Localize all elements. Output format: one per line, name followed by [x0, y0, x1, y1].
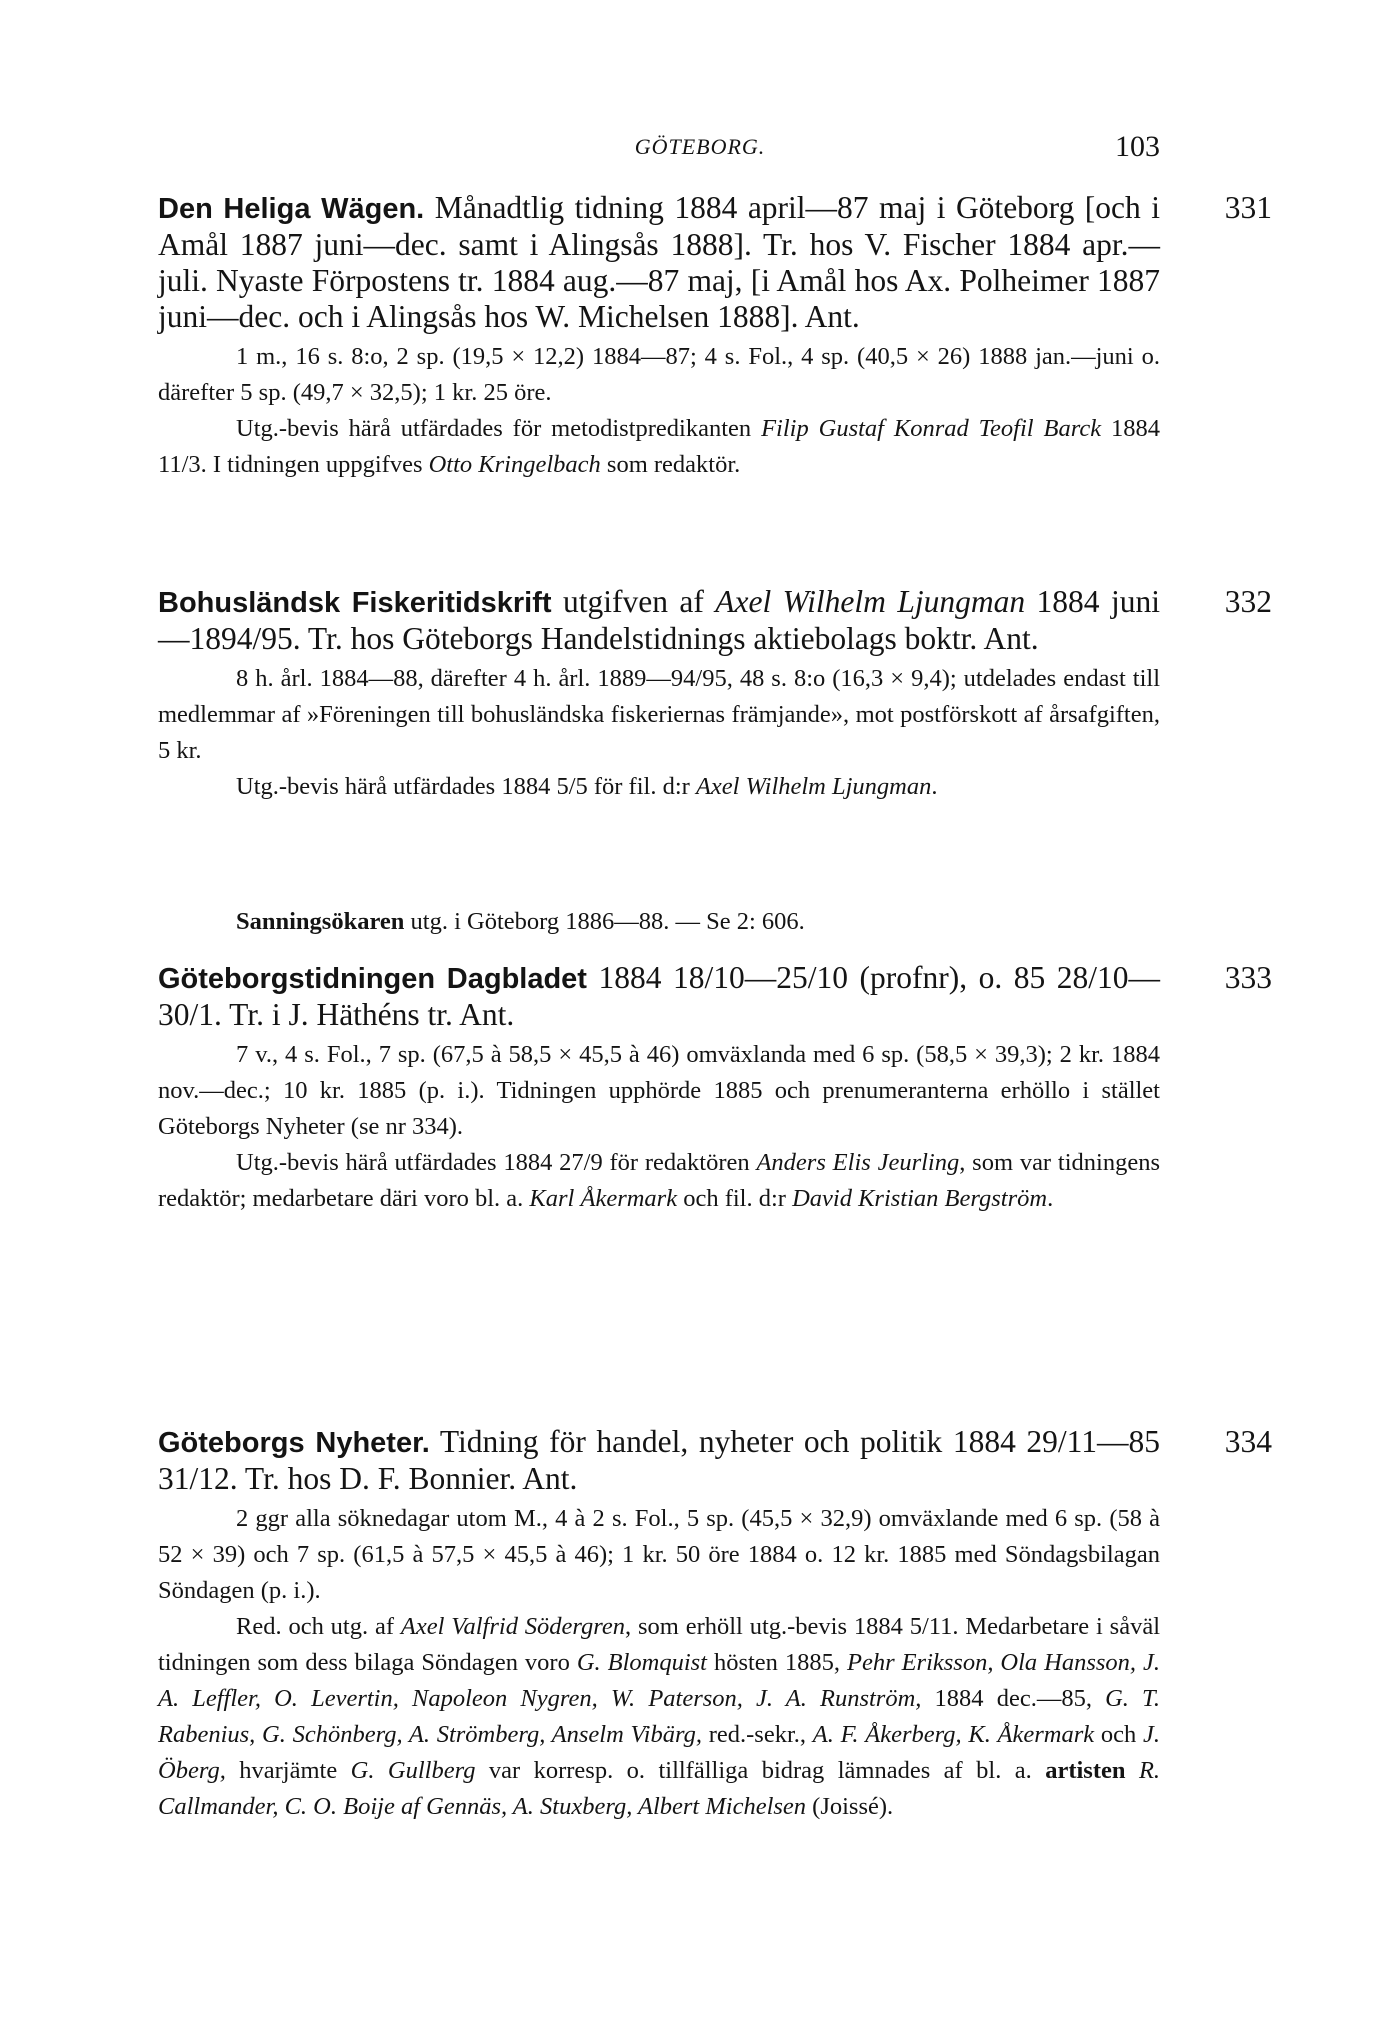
entry-details: 7 v., 4 s. Fol., 7 sp. (67,5 à 58,5 × 45,5 à 46) omväxlanda med 6 sp. (58,5 × 39,3); 2 kr. 1884 nov.—dec.; 10 kr. 1885 (p. i.). Tidningen upphörde 1885 och prenumeranterna erhöllo i stället Göteborgs Nyheter (se nr 334). [158, 1041, 1160, 1140]
entry-note [158, 411, 1160, 483]
note-person: Anders Elis Jeurling [756, 1149, 960, 1176]
entry-title: Den Heliga Wägen. [158, 193, 425, 225]
entry-lead [158, 190, 1160, 335]
entry-331 [158, 190, 1272, 483]
entry-lead [158, 584, 1160, 657]
entry-details: 1 m., 16 s. 8:o, 2 sp. (19,5 × 12,2) 1884—87; 4 s. Fol., 4 sp. (40,5 × 26) 1888 jan.—juni o. därefter 5 sp. (49,7 × 32,5); 1 kr. 25 öre. [158, 343, 1160, 406]
note-text: , som erhöll utg.-bevis 1884 5/11. Medarbetare i såväl tidningen som dess bilaga Söndagen voro [158, 1613, 1160, 1676]
page-number: 103 [1115, 130, 1160, 163]
entry-title: Göteborgs Nyheter. [158, 1427, 430, 1459]
note-person: G. Gullberg [350, 1757, 476, 1784]
entry-332 [158, 584, 1272, 805]
note-person: R. Callmander, C. O. Boije af Gennäs, A. Stuxberg, Albert Michelsen [158, 1757, 1161, 1820]
entry-number: 333 [1224, 960, 1272, 995]
cross-reference [158, 904, 1160, 940]
note-person: Axel Valfrid Södergren [400, 1613, 626, 1640]
note-person: David Kristian Bergström [792, 1185, 1048, 1212]
note-text: och fil. d:r [677, 1185, 793, 1212]
note-person: J. Öberg, [158, 1721, 1160, 1784]
note-text: red.-sekr., [701, 1721, 813, 1748]
note-person: Axel Wilhelm Ljungman [695, 773, 932, 800]
note-text: Red. och utg. af [236, 1613, 401, 1640]
entry-body: Månadtlig tidning 1884 april—87 maj i Göteborg [och i Amål 1887 juni—dec. samt i Alingsås 1888]. Tr. hos V. Fischer 1884 apr.—juli. Nyaste Förpostens tr. 1884 aug.—87 maj, [i Amål hos Ax. Polheimer 1887 juni—dec. och i Alingsås hos W. Michelsen 1888]. Ant. [158, 190, 1160, 334]
note-person: Pehr Eriksson, Ola Hansson, J. A. Leffler, O. Levertin, Napoleon Nygren, W. Paterson, J. A. Runström, [158, 1649, 1161, 1712]
note-text: 1884 dec.—85, [921, 1685, 1106, 1712]
entry-title: Göteborgstidningen Dagbladet [158, 963, 587, 995]
xref-line [158, 904, 1160, 940]
entry-editor: Axel Wilhelm Ljungman [715, 584, 1026, 619]
note-text: artisten [1045, 1757, 1126, 1784]
entry-note [158, 1145, 1160, 1217]
note-text: som redaktör. [600, 451, 741, 478]
note-text: och [1094, 1721, 1143, 1748]
xref-title: Sanningsökaren [236, 908, 405, 935]
entry-lead [158, 1424, 1160, 1497]
note-text: Utg.-bevis härå utfärdades 1884 5/5 för fil. d:r [236, 773, 696, 800]
note-text: Utg.-bevis härå utfärdades för metodistpredikanten [236, 415, 762, 442]
xref-text: utg. i Göteborg 1886—88. — Se 2: 606. [404, 908, 805, 935]
entry-lead [158, 960, 1160, 1033]
note-person: Filip Gustaf Konrad Teofil Barck [761, 415, 1102, 442]
entry-body: 1884 18/10—25/10 (profnr), o. 85 28/10—30/1. Tr. i J. Häthéns tr. Ant. [158, 960, 1160, 1032]
entry-number: 331 [1224, 190, 1272, 225]
entry-334 [158, 1424, 1272, 1825]
entry-note [158, 769, 1160, 805]
entry-number: 332 [1224, 584, 1272, 619]
note-text: . [931, 773, 938, 800]
running-head: GÖTEBORG. [634, 134, 766, 159]
note-text: 1884 11/3. I tidningen uppgifves [158, 415, 1160, 478]
entry-note [158, 1609, 1160, 1825]
note-text [1126, 1757, 1139, 1784]
note-text: hösten 1885, [706, 1649, 847, 1676]
entry-number: 334 [1224, 1424, 1272, 1459]
entry-title: Bohusländsk Fiskeritidskrift [158, 587, 552, 619]
entry-body: Tidning för handel, nyheter och politik 1884 29/11—85 31/12. Tr. hos D. F. Bonnier. Ant. [158, 1424, 1160, 1496]
note-person: Otto Kringelbach [428, 451, 601, 478]
entry-details: 2 ggr alla söknedagar utom M., 4 à 2 s. Fol., 5 sp. (45,5 × 32,9) omväxlande med 6 sp. (58 à 52 × 39) och 7 sp. (61,5 à 57,5 × 45,5 à 46); 1 kr. 50 öre 1884 o. 12 kr. 1885 med Söndagsbilagan Söndagen (p. i.). [158, 1505, 1160, 1604]
note-person: G. Blomquist [576, 1649, 707, 1676]
note-text: Utg.-bevis härå utfärdades 1884 27/9 för redaktören [236, 1149, 757, 1176]
note-text: var korresp. o. tillfälliga bidrag lämnades af bl. a. [475, 1757, 1046, 1784]
note-person: A. F. Åkerberg, K. Åkermark [812, 1721, 1095, 1748]
note-text: . [1047, 1185, 1054, 1212]
entry-body: 1884 juni—1894/95. Tr. hos Göteborgs Handelstidnings aktiebolags boktr. Ant. [158, 584, 1160, 656]
note-person: G. T. Rabenius, G. Schönberg, A. Strömberg, Anselm Vibärg, [158, 1685, 1160, 1748]
note-text: (Joissé). [806, 1793, 894, 1820]
entry-333 [158, 960, 1272, 1217]
note-text: hvarjämte [225, 1757, 351, 1784]
entry-details: 8 h. årl. 1884—88, därefter 4 h. årl. 1889—94/95, 48 s. 8:o (16,3 × 9,4); utdelades endast till medlemmar af »Föreningen till bohusländska fiskeriernas främjande», mot postförskott af årsafgiften, 5 kr. [158, 665, 1160, 764]
entry-body: utgifven af [551, 584, 716, 619]
note-text: , som var tidningens redaktör; medarbetare däri voro bl. a. [158, 1149, 1160, 1212]
note-person: Karl Åkermark [529, 1185, 678, 1212]
